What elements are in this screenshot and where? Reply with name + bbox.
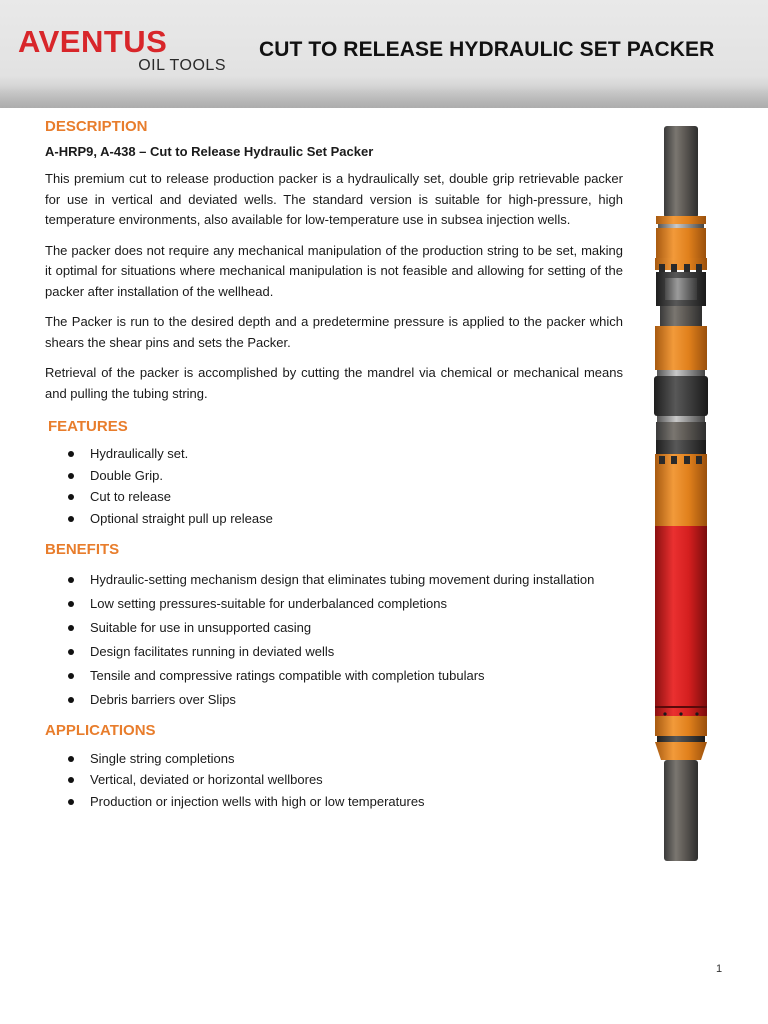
list-item: Hydraulically set. bbox=[45, 444, 623, 464]
benefits-list bbox=[45, 570, 623, 710]
header-shadow bbox=[0, 86, 768, 108]
list-item: Optional straight pull up release bbox=[45, 509, 623, 529]
product-subtitle: A-HRP9, A-438 – Cut to Release Hydraulic Set Packer bbox=[45, 144, 374, 159]
benefits-heading: BENEFITS bbox=[45, 540, 120, 558]
description-paragraph: Retrieval of the packer is accomplished by cutting the mandrel via chemical or mechanical means and pulling the tubing string. bbox=[45, 365, 623, 401]
logo-wordmark: AVENTUS bbox=[18, 24, 168, 59]
list-item: Vertical, deviated or horizontal wellbores bbox=[45, 770, 623, 790]
document-title: CUT TO RELEASE HYDRAULIC SET PACKER bbox=[259, 38, 715, 61]
main-content bbox=[45, 116, 623, 812]
applications-heading: APPLICATIONS bbox=[45, 721, 156, 739]
features-list bbox=[45, 444, 623, 529]
description-heading: DESCRIPTION bbox=[45, 118, 148, 135]
list-item: Design facilitates running in deviated wells bbox=[45, 642, 623, 662]
packer-illustration bbox=[645, 120, 717, 865]
features-heading: FEATURES bbox=[48, 418, 128, 435]
list-item: Production or injection wells with high or low temperatures bbox=[45, 792, 623, 812]
packer-tool-icon bbox=[654, 126, 708, 861]
list-item: Single string completions bbox=[45, 749, 623, 769]
list-item: Hydraulic-setting mechanism design that eliminates tubing movement during installation bbox=[45, 570, 623, 590]
page-number: 1 bbox=[716, 963, 723, 975]
description-paragraph: The Packer is run to the desired depth and a predetermine pressure is applied to the packer which shears the shear pins and sets the Packer. bbox=[45, 314, 623, 350]
logo-tagline: OIL TOOLS bbox=[138, 57, 226, 74]
list-item: Double Grip. bbox=[45, 466, 623, 486]
page-header bbox=[0, 0, 768, 108]
list-item: Debris barriers over Slips bbox=[45, 690, 623, 710]
list-item: Tensile and compressive ratings compatible with completion tubulars bbox=[45, 666, 623, 686]
description-paragraph: The packer does not require any mechanical manipulation of the production string to be set, making it optimal for situations where mechanical manipulation is not feasible and allowing for setting of the packer after installation of the wellhead. bbox=[45, 242, 623, 299]
description-paragraph: This premium cut to release production packer is a hydraulically set, double grip retrievable packer for use in vertical and deviated wells. The standard version is suitable for high-pressure, high temperature environments, also available for low-temperature use in subsea injection wells. bbox=[45, 171, 623, 227]
list-item: Low setting pressures-suitable for underbalanced completions bbox=[45, 594, 623, 614]
list-item: Suitable for use in unsupported casing bbox=[45, 618, 623, 638]
applications-list bbox=[45, 749, 623, 812]
aventus-logo bbox=[18, 24, 230, 78]
list-item: Cut to release bbox=[45, 487, 623, 507]
